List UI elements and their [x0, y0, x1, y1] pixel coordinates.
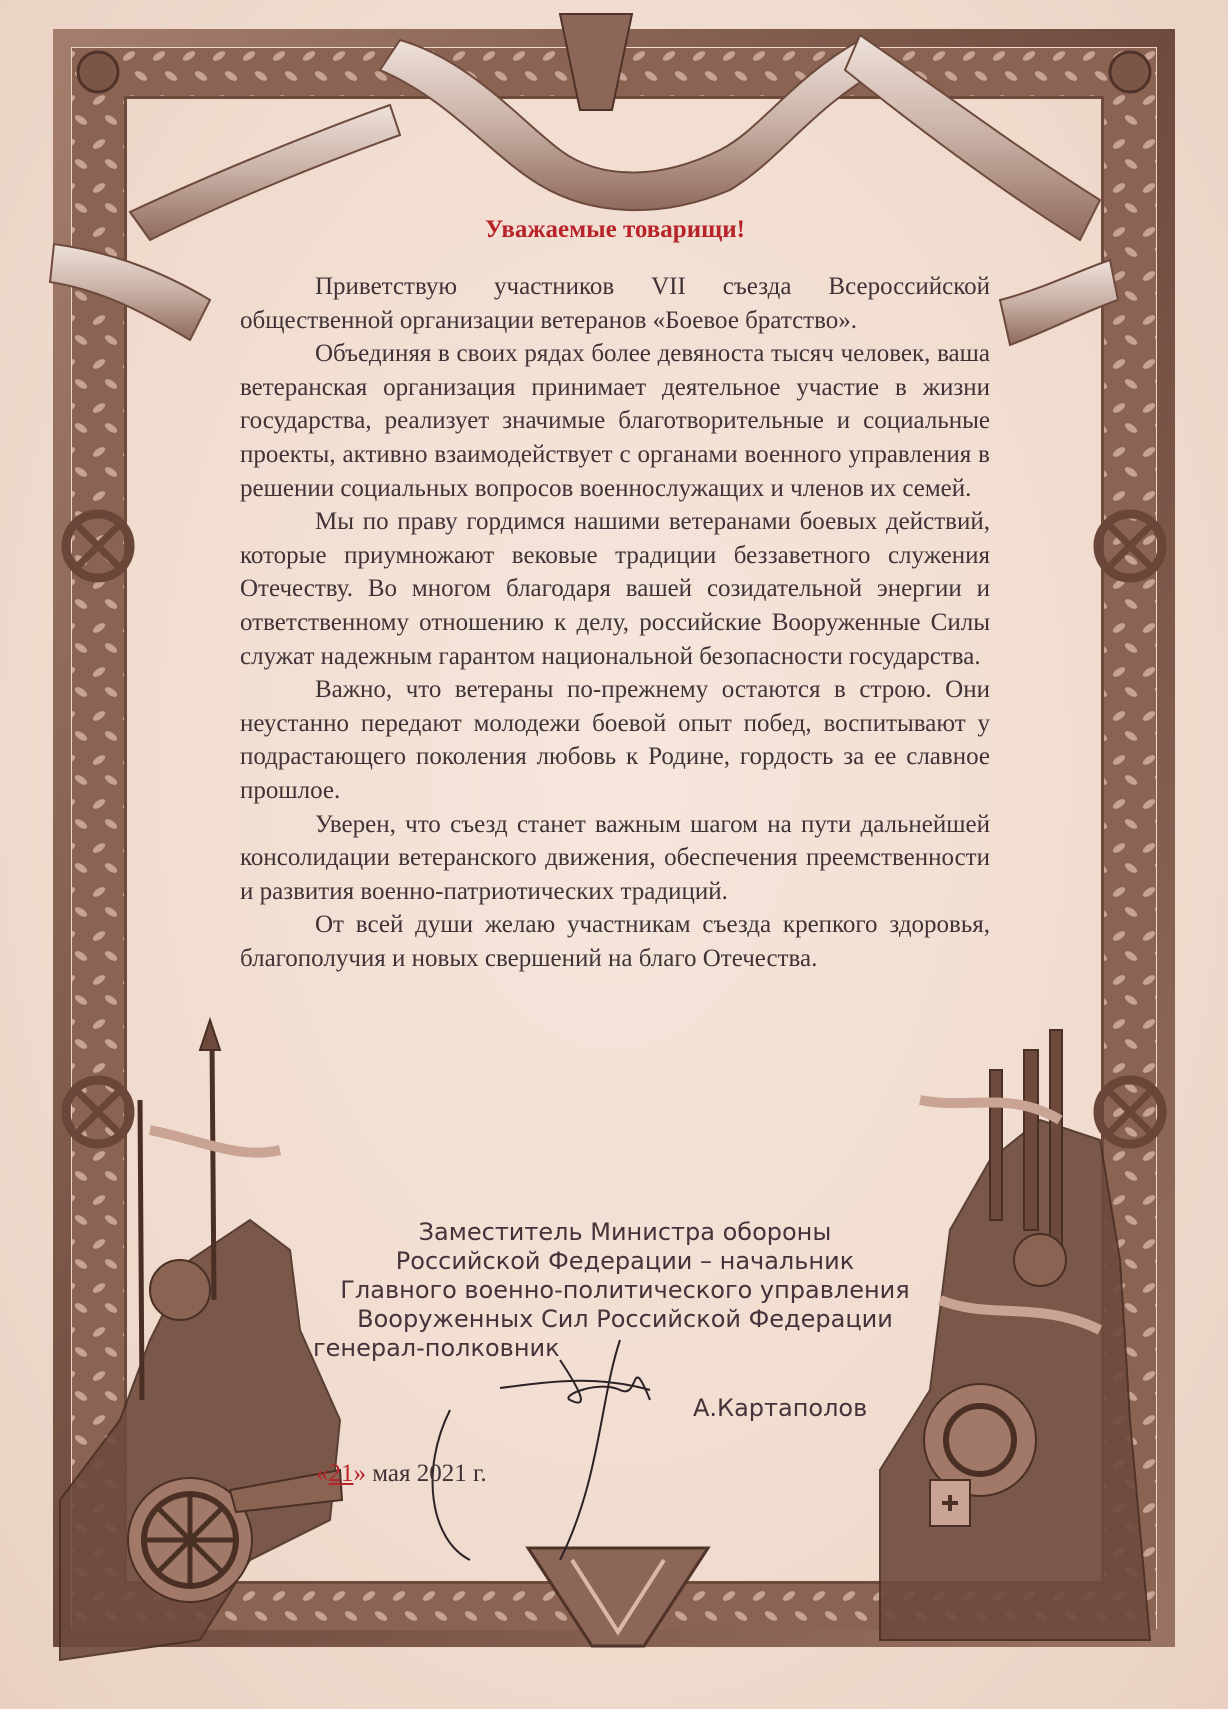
- letter: [240, 0, 990, 1709]
- signature-name: А.Картаполов: [693, 1394, 868, 1422]
- paragraph: От всей души желаю участникам съезда крепкого здоровья, благополучия и новых свершений на благо Отечества.: [240, 911, 990, 972]
- date-rest: мая 2021 г.: [372, 1460, 487, 1487]
- date-day: 21: [328, 1460, 354, 1487]
- date-close-quote: »: [353, 1460, 366, 1487]
- paragraph: Важно, что ветераны по-прежнему остаются в строю. Они неустанно передают молодежи боевой опыт побед, воспитывают у подрастающего поколения любовь к Родине, гордость за ее славное прошлое.: [240, 676, 990, 804]
- letter-body: [240, 270, 990, 975]
- paragraph: Мы по праву гордимся нашими ветеранами боевых действий, которые приумножают вековые традиции беззаветного служения Отечеству. Во многом благодаря вашей созидательной энергии и ответственному отношению к делу, российские Вооруженные Силы служат надежным гарантом национальной безопасности государства.: [240, 508, 990, 670]
- letter-date: [316, 1460, 487, 1488]
- signature-rank: генерал-полковник: [313, 1334, 560, 1362]
- signature-title-line: Вооруженных Сил Российской Федерации: [357, 1305, 893, 1333]
- paragraph: Приветствую участников VII съезда Всероссийской общественной организации ветеранов «Боевое братство».: [240, 273, 990, 334]
- signature-title-line: Российской Федерации – начальник: [395, 1247, 855, 1275]
- date-open-quote: «: [316, 1460, 329, 1487]
- signature-title-line: Главного военно-политического управления: [340, 1276, 910, 1304]
- greeting-heading: Уважаемые товарищи!: [485, 216, 745, 243]
- signature-title-line: Заместитель Министра обороны: [418, 1218, 832, 1246]
- paragraph: Уверен, что съезд станет важным шагом на пути дальнейшей консолидации ветеранского движения, обеспечения преемственности и развития военно-патриотических традиций.: [240, 810, 990, 905]
- signature-block: [300, 1218, 950, 1363]
- paragraph: Объединяя в своих рядах более девяноста тысяч человек, ваша ветеранская организация принимает деятельное участие в жизни государства, реализует значимые благотворительные и социальные проекты, активно взаимодействует с органами военного управления в решении социальных вопросов военнослужащих и членов их семей.: [240, 340, 990, 502]
